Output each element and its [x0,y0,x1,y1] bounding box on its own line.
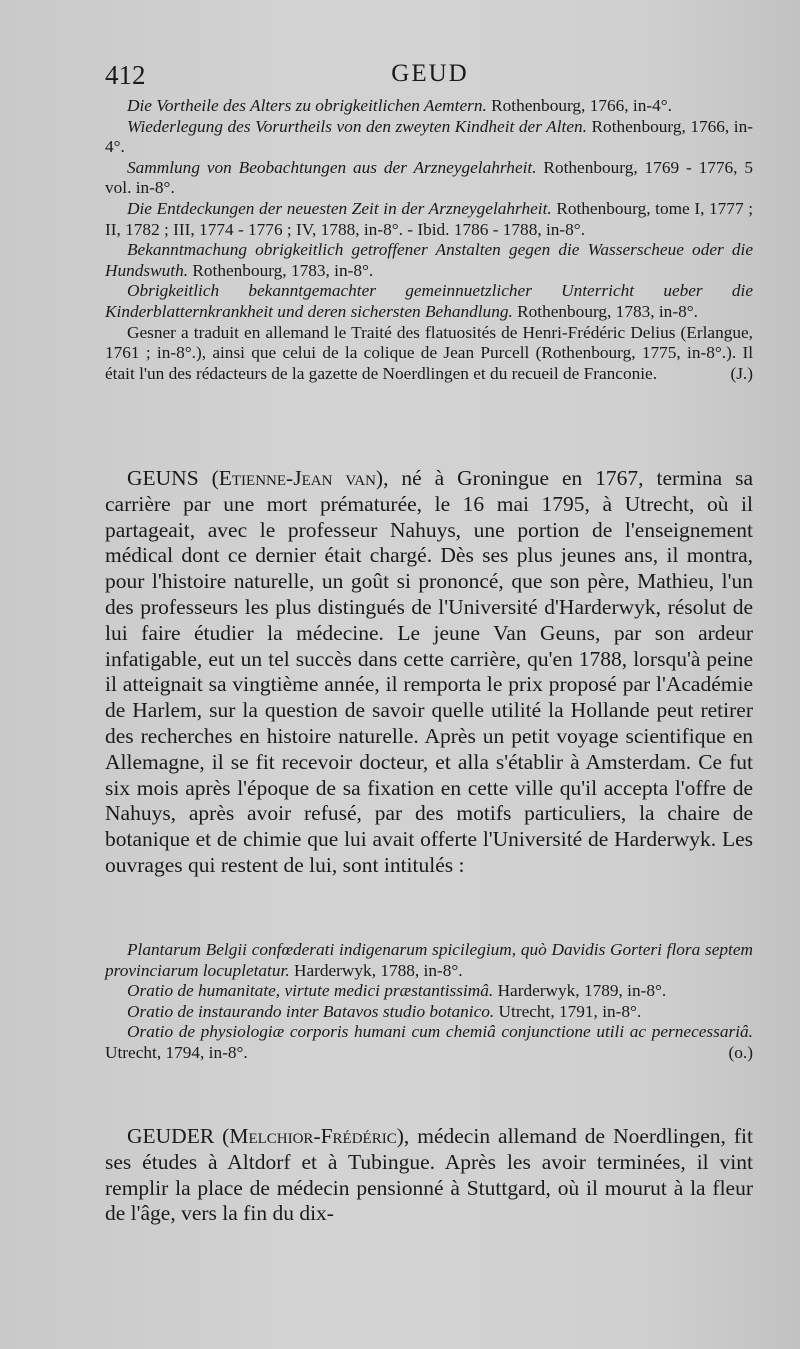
bib-entry [105,281,753,322]
bib-details: Rothenbourg, tome I, 1777 ; II, 1782 ; III, 1774 - 1776 ; IV, 1788, in-8°. - Ibid. 1786 - 1788, in-8°. [105,198,754,239]
bib-title: Die Entdeckungen der neuesten Zeit in der Arzneygelahrheit. [127,198,552,218]
bib-title: Obrigkeitlich bekanntgemachter gemeinnuetzlicher Unterricht ueber die Kinderblatternkrankheit und deren sichersten Behandlung. [105,281,753,321]
bib-entry [105,158,753,199]
bib-details: Harderwyk, 1789, in-8°. [493,981,667,1001]
bib-title: Sammlung von Beobachtungen aus der Arzneygelahrheit. [127,157,537,177]
bib-entry [105,240,753,281]
page-header [105,60,755,96]
article-paragraph: GEUDER (Melchior-Frédéric), médecin allemand de Noerdlingen, fit ses études à Altdorf et à Tubingue. Après les avoir terminées, il vint remplir la place de médecin pensionné à Stuttgard, où il mourut à la fleur de l'âge, vers la fin du dix- [105,1124,753,1226]
bib-title: Plantarum Belgii confœderati indigenarum spicilegium, quò Davidis Gorteri flora septem provinciarum locupletatur. [105,940,753,980]
bibliography-geuns [105,940,753,1064]
bib-details: Rothenbourg, 1769 - 1776, 5 vol. in-8°. [105,157,753,198]
bib-entry [105,981,753,1002]
article-text: ), médecin allemand de Noerdlingen, fit ses études à Altdorf et à Tubingue. Après les avoir terminées, il vint remplir la place de médecin pensionné à Stuttgard, où il mourut à la fleur de l'âge, vers la fin du dix- [105,1124,753,1226]
bib-details: Rothenbourg, 1783, in-8°. [512,301,698,321]
bib-title: Oratio de instaurando inter Batavos studio botanico. [127,1001,495,1021]
bib-entry [105,1022,753,1063]
bib-entry [105,117,753,158]
bib-title: Oratio de physiologiæ corporis humani cum chemiâ conjunctione utili ac pernecessariâ. [127,1022,753,1042]
bib-details: Rothenbourg, 1766, in-4°. [486,96,672,115]
entry-given-name: Melchior-Frédéric [229,1124,397,1148]
author-signature: (o.) [728,1042,753,1062]
bib-entry [105,940,753,981]
closing-paragraph [105,323,753,385]
entry-given-name: Etienne-Jean van [218,466,376,490]
page-number: 412 [105,60,146,90]
entry-name: GEUNS [127,466,199,490]
bib-details: Rothenbourg, 1766, in-4°. [105,116,753,157]
bibliography-gesner [105,96,753,384]
bib-details: Harderwyk, 1788, in-8°. [289,960,463,980]
entry-name: GEUDER [127,1124,215,1148]
bib-details: Utrecht, 1791, in-8°. [494,1001,642,1021]
author-signature: (J.) [730,363,753,383]
article-text: , né à Groningue en 1767, termina sa carrière par une mort prématurée, le 16 mai 1795, à Utrecht, où il partageait, avec le professeur Nahuys, une portion de l'enseignement médical dont ce dernier était chargé. Dès ses plus jeunes ans, il montra, pour l'histoire naturelle, un goût si prononcé, que son père, Mathieu, l'un des professeurs les plus distingués de l'Université d'Harderwyk, résolut de lui faire étudier la médecine. Le jeune Van Geuns, par son ardeur infatigable, eut un tel succès dans cette carrière, qu'en 1788, lorsqu'à peine il atteignait sa vingtième année, il remporta le prix proposé par l'Académie de Harlem, sur la question de savoir quelle utilité la Hollande peut retirer des recherches en histoire naturelle. Après un petit voyage scientifique en Allemagne, il se fit recevoir docteur, et alla s'établir à Amsterdam. Ce fut six mois après l'époque de sa fixation en cette ville qu'il accepta l'offre de Nahuys, après avoir refusé, par des motifs particuliers, la chaire de botanique et de chimie que lui avait offerte l'Université de Harderwyk. Les ouvrages qui restent de lui, sont intitulés : [105,466,753,877]
bib-entry [105,199,753,240]
bib-title: Wiederlegung des Vorurtheils von den zweyten Kindheit der Alten. [127,116,587,136]
running-head: GEUD [391,60,469,87]
bib-entry [105,96,753,117]
closing-text: Gesner a traduit en allemand le Traité des flatuosités de Henri-Frédéric Delius (Erlangue, 1761 ; in-8°.), ainsi que celui de la colique de Jean Purcell (Rothenbourg, 1775, in-8°.). Il était l'un des rédacteurs de la gazette de Noerdlingen et du recueil de Franconie. [105,322,753,383]
article-geuns [105,466,753,879]
bib-entry [105,1002,753,1023]
article-paragraph: GEUNS (Etienne-Jean van), né à Groningue en 1767, termina sa carrière par une mort prématurée, le 16 mai 1795, à Utrecht, où il partageait, avec le professeur Nahuys, une portion de l'enseignement médical dont ce dernier était chargé. Dès ses plus jeunes ans, il montra, pour l'histoire naturelle, un goût si prononcé, que son père, Mathieu, l'un des professeurs les plus distingués de l'Université d'Harderwyk, résolut de lui faire étudier la médecine. Le jeune Van Geuns, par son ardeur infatigable, eut un tel succès dans cette carrière, qu'en 1788, lorsqu'à peine il atteignait sa vingtième année, il remporta le prix proposé par l'Académie de Harlem, sur la question de savoir quelle utilité la Hollande peut retirer des recherches en histoire naturelle. Après un petit voyage scientifique en Allemagne, il se fit recevoir docteur, et alla s'établir à Amsterdam. Ce fut six mois après l'époque de sa fixation en cette ville qu'il accepta l'offre de Nahuys, après avoir refusé, par des motifs particuliers, la chaire de botanique et de chimie que lui avait offerte l'Université de Harderwyk. Les ouvrages qui restent de lui, sont intitulés : [105,466,753,877]
bib-title: Oratio de humanitate, virtute medici præstantissimâ. [127,981,494,1001]
article-geuder [105,1124,753,1227]
bib-details: Utrecht, 1794, in-8°. [105,1042,248,1062]
bib-title: Bekanntmachung obrigkeitlich getroffener Anstalten gegen die Wasserscheue oder die Hundswuth. [105,240,753,280]
bib-details: Rothenbourg, 1783, in-8°. [188,260,374,280]
bib-title: Die Vortheile des Alters zu obrigkeitlichen Aemtern. [127,96,487,115]
